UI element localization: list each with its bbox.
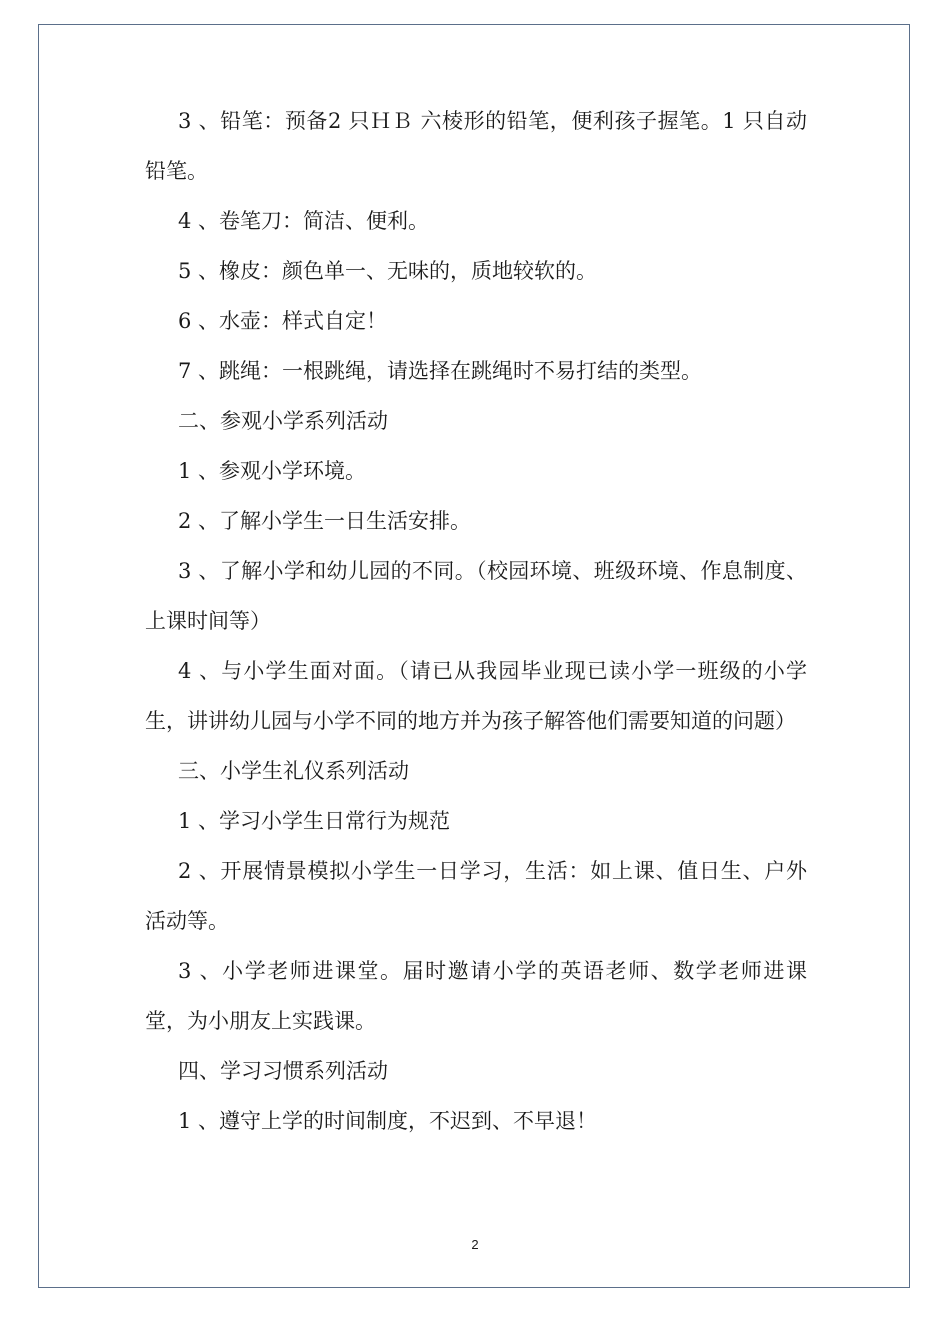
paragraph-code-of-conduct: 1 、学习小学生日常行为规范 [178, 809, 451, 833]
document-body [145, 96, 807, 1146]
section-heading-habits: 四、学习习惯系列活动 [178, 1059, 388, 1083]
section-heading-etiquette: 三、小学生礼仪系列活动 [178, 759, 409, 783]
paragraph-eraser: 5 、橡皮：颜色单一、无味的，质地较软的。 [178, 259, 598, 283]
paragraph-teacher-visit: 3 、小学老师进课堂。届时邀请小学的英语老师、数学老师进课堂，为小朋友上实践课。 [145, 959, 807, 1033]
page-number: 2 [471, 1237, 479, 1252]
paragraph-face-to-face: 4 、与小学生面对面。（请已从我园毕业现已读小学一班级的小学生，讲讲幼儿园与小学不同的地方并为孩子解答他们需要知道的问题） [145, 659, 807, 733]
paragraph-kettle: 6 、水壶：样式自定！ [178, 309, 388, 333]
paragraph-visit-environment: 1 、参观小学环境。 [178, 459, 367, 483]
section-heading-visit: 二、参观小学系列活动 [178, 409, 388, 433]
paragraph-punctuality: 1 、遵守上学的时间制度，不迟到、不早退！ [178, 1109, 598, 1133]
paragraph-jump-rope: 7 、跳绳：一根跳绳，请选择在跳绳时不易打结的类型。 [178, 359, 703, 383]
paragraph-sharpener: 4 、卷笔刀：简洁、便利。 [178, 209, 430, 233]
paragraph-daily-schedule: 2 、了解小学生一日生活安排。 [178, 509, 472, 533]
paragraph-differences: 3 、了解小学和幼儿园的不同。（校园环境、班级环境、作息制度、上课时间等） [145, 559, 807, 633]
paragraph-pencil: 3 、铅笔：预备2 只ＨＢ 六棱形的铅笔，便利孩子握笔。1 只自动铅笔。 [145, 109, 807, 183]
paragraph-simulation: 2 、开展情景模拟小学生一日学习，生活：如上课、值日生、户外活动等。 [145, 859, 807, 933]
